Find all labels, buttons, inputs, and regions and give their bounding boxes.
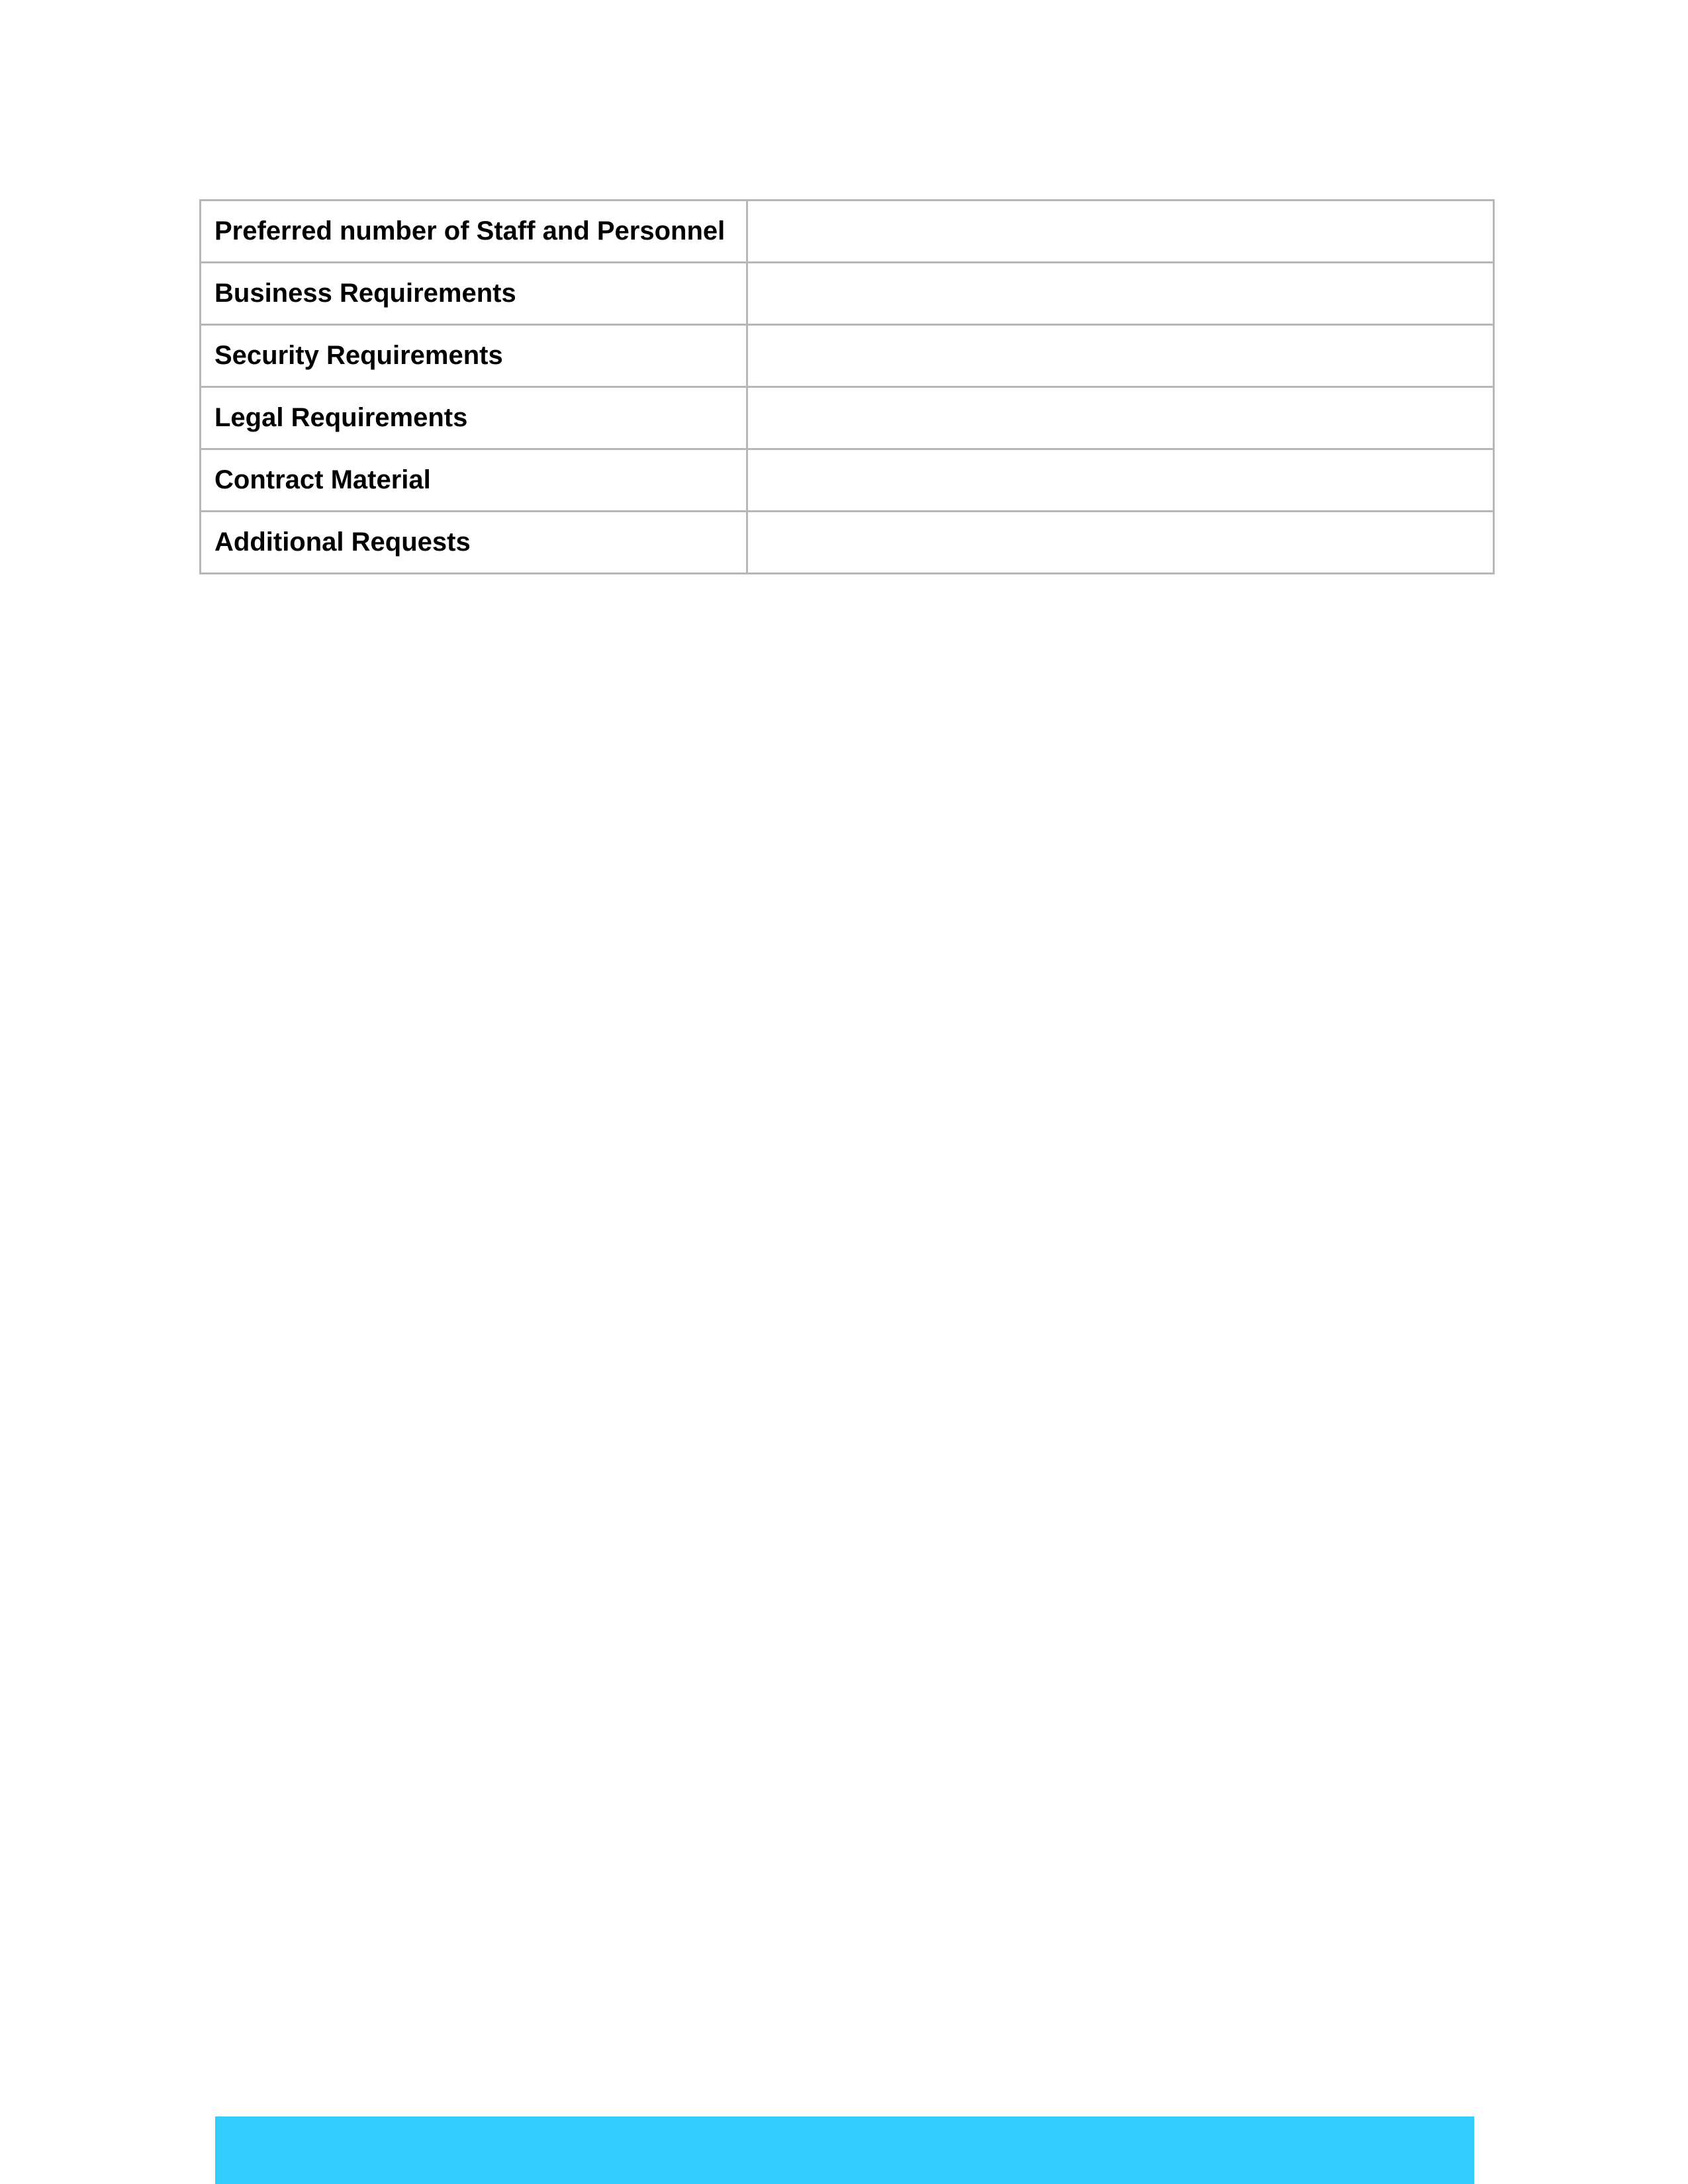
table-row	[201, 387, 1494, 449]
footer-color-bar	[215, 2116, 1474, 2184]
requirements-table	[199, 199, 1495, 574]
row-label-contract: Contract Material	[201, 449, 747, 512]
table-row	[201, 201, 1494, 263]
row-value-legal[interactable]	[747, 387, 1494, 449]
row-value-staff[interactable]	[747, 201, 1494, 263]
row-label-security: Security Requirements	[201, 325, 747, 387]
table-row	[201, 512, 1494, 574]
row-label-business: Business Requirements	[201, 263, 747, 325]
row-label-additional: Additional Requests	[201, 512, 747, 574]
table-row	[201, 325, 1494, 387]
row-value-contract[interactable]	[747, 449, 1494, 512]
row-value-security[interactable]	[747, 325, 1494, 387]
table-row	[201, 263, 1494, 325]
row-value-business[interactable]	[747, 263, 1494, 325]
row-label-legal: Legal Requirements	[201, 387, 747, 449]
row-value-additional[interactable]	[747, 512, 1494, 574]
table-row	[201, 449, 1494, 512]
row-label-staff: Preferred number of Staff and Personnel	[201, 201, 747, 263]
